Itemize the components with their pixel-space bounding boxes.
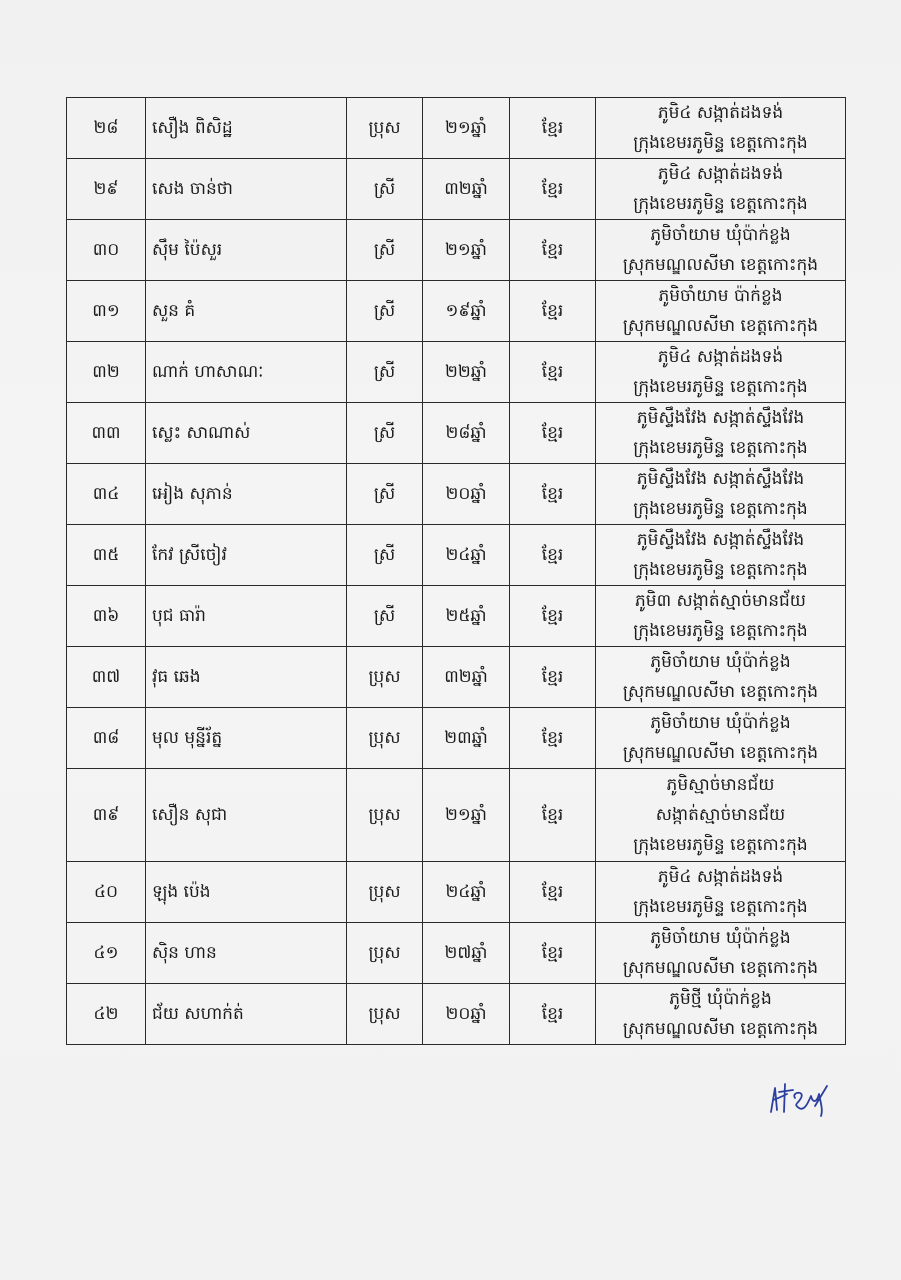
- age-cell: ៣២ឆ្នាំ: [423, 647, 510, 708]
- address-line: ក្រុងខេមរភូមិន្ទ ខេត្តកោះកុង: [633, 835, 808, 855]
- nationality-cell: ខ្មែរ: [510, 281, 596, 342]
- row-number-cell: ៤២: [67, 984, 146, 1045]
- nationality-cell: ខ្មែរ: [510, 159, 596, 220]
- sex-cell: ស្រី: [347, 220, 423, 281]
- table-row: [67, 342, 846, 403]
- table-row: [67, 862, 846, 923]
- sex-cell: ស្រី: [347, 464, 423, 525]
- table-row: [67, 923, 846, 984]
- row-number-cell: ៣៨: [67, 708, 146, 769]
- table-row: [67, 403, 846, 464]
- sex-cell: ប្រុស: [347, 984, 423, 1045]
- nationality-cell: ខ្មែរ: [510, 647, 596, 708]
- sex-cell: ប្រុស: [347, 923, 423, 984]
- nationality-cell: ខ្មែរ: [510, 464, 596, 525]
- age-cell: ២១ឆ្នាំ: [423, 98, 510, 159]
- address-line: ស្រុកមណ្ឌលសីមា ខេត្តកោះកុង: [622, 958, 819, 978]
- address-line: ភូមិចាំយាម ឃុំប៉ាក់ខ្លង: [650, 652, 791, 672]
- name-cell: កែវ ស្រីចៀវ: [146, 525, 347, 586]
- address-cell: [596, 769, 846, 862]
- address-cell: [596, 984, 846, 1045]
- row-number-cell: ៣២: [67, 342, 146, 403]
- name-cell: ស៊ិន ហាន: [146, 923, 347, 984]
- name-cell: សឿន សុជា: [146, 769, 347, 862]
- address-cell: [596, 525, 846, 586]
- age-cell: ២៥ឆ្នាំ: [423, 586, 510, 647]
- sex-cell: ប្រុស: [347, 708, 423, 769]
- row-number-cell: ៣០: [67, 220, 146, 281]
- age-cell: ២៨ឆ្នាំ: [423, 403, 510, 464]
- row-number-cell: ៣៥: [67, 525, 146, 586]
- address-line: ភូមិស្ទឹងវែង សង្កាត់ស្ទឹងវែង: [636, 469, 805, 489]
- age-cell: ២២ឆ្នាំ: [423, 342, 510, 403]
- address-line: ក្រុងខេមរភូមិន្ទ ខេត្តកោះកុង: [633, 560, 808, 580]
- row-number-cell: ៤១: [67, 923, 146, 984]
- address-line: ភូមិស្មាច់មានជ័យ: [666, 775, 775, 795]
- sex-cell: ស្រី: [347, 403, 423, 464]
- age-cell: ២១ឆ្នាំ: [423, 220, 510, 281]
- address-line: ក្រុងខេមរភូមិន្ទ ខេត្តកោះកុង: [633, 377, 808, 397]
- sex-cell: ប្រុស: [347, 862, 423, 923]
- address-cell: [596, 403, 846, 464]
- row-number-cell: ៣៧: [67, 647, 146, 708]
- age-cell: ២៤ឆ្នាំ: [423, 525, 510, 586]
- table-row: [67, 984, 846, 1045]
- age-cell: ២៧ឆ្នាំ: [423, 923, 510, 984]
- address-line: ភូមិ៤ សង្កាត់ដងទង់: [657, 164, 784, 184]
- name-cell: ឡុង ប៉េង: [146, 862, 347, 923]
- name-cell: ជ័យ សហាក់ត់: [146, 984, 347, 1045]
- table-row: [67, 98, 846, 159]
- name-cell: ណាក់ ហាសាណៈ: [146, 342, 347, 403]
- handwritten-signature: [765, 1078, 835, 1118]
- nationality-cell: ខ្មែរ: [510, 586, 596, 647]
- address-line: ក្រុងខេមរភូមិន្ទ ខេត្តកោះកុង: [633, 621, 808, 641]
- sex-cell: ប្រុស: [347, 769, 423, 862]
- name-cell: អៀង សុភាន់: [146, 464, 347, 525]
- table-row: [67, 769, 846, 862]
- address-line: ស្រុកមណ្ឌលសីមា ខេត្តកោះកុង: [622, 682, 819, 702]
- address-cell: [596, 342, 846, 403]
- age-cell: ២៤ឆ្នាំ: [423, 862, 510, 923]
- address-line: ភូមិចាំយាម ប៉ាក់ខ្លង: [658, 286, 783, 306]
- sex-cell: ស្រី: [347, 159, 423, 220]
- row-number-cell: ៤០: [67, 862, 146, 923]
- address-cell: [596, 281, 846, 342]
- address-cell: [596, 708, 846, 769]
- address-line: សង្កាត់ស្មាច់មានជ័យ: [655, 805, 786, 825]
- table-row: [67, 647, 846, 708]
- roster-table-body: [67, 98, 846, 1045]
- sex-cell: ប្រុស: [347, 647, 423, 708]
- table-row: [67, 525, 846, 586]
- sex-cell: ស្រី: [347, 342, 423, 403]
- age-cell: ២០ឆ្នាំ: [423, 464, 510, 525]
- name-cell: សួន គំ: [146, 281, 347, 342]
- address-line: ភូមិ៣ សង្កាត់ស្មាច់មានជ័យ: [634, 591, 806, 611]
- address-cell: [596, 586, 846, 647]
- name-cell: ស៊ឹម ប៉ៃសួរ: [146, 220, 347, 281]
- address-line: ភូមិថ្មី ឃុំប៉ាក់ខ្លង: [669, 989, 772, 1009]
- row-number-cell: ៣១: [67, 281, 146, 342]
- address-line: ភូមិ៤ សង្កាត់ដងទង់: [657, 103, 784, 123]
- address-line: ក្រុងខេមរភូមិន្ទ ខេត្តកោះកុង: [633, 438, 808, 458]
- roster-table: [66, 97, 846, 1045]
- nationality-cell: ខ្មែរ: [510, 984, 596, 1045]
- nationality-cell: ខ្មែរ: [510, 403, 596, 464]
- nationality-cell: ខ្មែរ: [510, 342, 596, 403]
- age-cell: ១៩ឆ្នាំ: [423, 281, 510, 342]
- table-row: [67, 586, 846, 647]
- age-cell: ២១ឆ្នាំ: [423, 769, 510, 862]
- table-row: [67, 281, 846, 342]
- address-line: ក្រុងខេមរភូមិន្ទ ខេត្តកោះកុង: [633, 499, 808, 519]
- row-number-cell: ២៩: [67, 159, 146, 220]
- address-line: ភូមិចាំយាម ឃុំប៉ាក់ខ្លង: [650, 713, 791, 733]
- address-cell: [596, 98, 846, 159]
- table-row: [67, 464, 846, 525]
- nationality-cell: ខ្មែរ: [510, 98, 596, 159]
- address-line: ភូមិស្ទឹងវែង សង្កាត់ស្ទឹងវែង: [636, 408, 805, 428]
- address-line: ភូមិចាំយាម ឃុំប៉ាក់ខ្លង: [650, 225, 791, 245]
- address-line: ភូមិ៤ សង្កាត់ដងទង់: [657, 347, 784, 367]
- address-line: ក្រុងខេមរភូមិន្ទ ខេត្តកោះកុង: [633, 133, 808, 153]
- sex-cell: ស្រី: [347, 586, 423, 647]
- address-line: ភូមិស្ទឹងវែង សង្កាត់ស្ទឹងវែង: [636, 530, 805, 550]
- address-line: ក្រុងខេមរភូមិន្ទ ខេត្តកោះកុង: [633, 194, 808, 214]
- address-cell: [596, 159, 846, 220]
- name-cell: មុល មុន្នីរ័ត្ន: [146, 708, 347, 769]
- sex-cell: ប្រុស: [347, 98, 423, 159]
- address-cell: [596, 862, 846, 923]
- nationality-cell: ខ្មែរ: [510, 525, 596, 586]
- name-cell: សេង ចាន់ថា: [146, 159, 347, 220]
- row-number-cell: ៣៣: [67, 403, 146, 464]
- row-number-cell: ៣៤: [67, 464, 146, 525]
- name-cell: វុធ ឆេង: [146, 647, 347, 708]
- address-line: ភូមិ៤ សង្កាត់ដងទង់: [657, 867, 784, 887]
- address-line: ភូមិចាំយាម ឃុំប៉ាក់ខ្លង: [650, 928, 791, 948]
- address-line: ក្រុងខេមរភូមិន្ទ ខេត្តកោះកុង: [633, 897, 808, 917]
- nationality-cell: ខ្មែរ: [510, 862, 596, 923]
- row-number-cell: ៣៦: [67, 586, 146, 647]
- nationality-cell: ខ្មែរ: [510, 708, 596, 769]
- address-line: ស្រុកមណ្ឌលសីមា ខេត្តកោះកុង: [622, 255, 819, 275]
- table-row: [67, 220, 846, 281]
- name-cell: សឿង ពិសិដ្ឋ: [146, 98, 347, 159]
- address-line: ស្រុកមណ្ឌលសីមា ខេត្តកោះកុង: [622, 743, 819, 763]
- nationality-cell: ខ្មែរ: [510, 769, 596, 862]
- table-row: [67, 708, 846, 769]
- age-cell: ២០ឆ្នាំ: [423, 984, 510, 1045]
- table-row: [67, 159, 846, 220]
- address-cell: [596, 464, 846, 525]
- address-line: ស្រុកមណ្ឌលសីមា ខេត្តកោះកុង: [622, 316, 819, 336]
- nationality-cell: ខ្មែរ: [510, 923, 596, 984]
- address-cell: [596, 647, 846, 708]
- age-cell: ២៣ឆ្នាំ: [423, 708, 510, 769]
- sex-cell: ស្រី: [347, 525, 423, 586]
- row-number-cell: ៣៩: [67, 769, 146, 862]
- address-cell: [596, 220, 846, 281]
- address-cell: [596, 923, 846, 984]
- address-line: ស្រុកមណ្ឌលសីមា ខេត្តកោះកុង: [622, 1019, 819, 1039]
- nationality-cell: ខ្មែរ: [510, 220, 596, 281]
- name-cell: បុជ ធារ៉ា: [146, 586, 347, 647]
- sex-cell: ស្រី: [347, 281, 423, 342]
- row-number-cell: ២៨: [67, 98, 146, 159]
- age-cell: ៣២ឆ្នាំ: [423, 159, 510, 220]
- name-cell: ស្លេះ សាណាស់: [146, 403, 347, 464]
